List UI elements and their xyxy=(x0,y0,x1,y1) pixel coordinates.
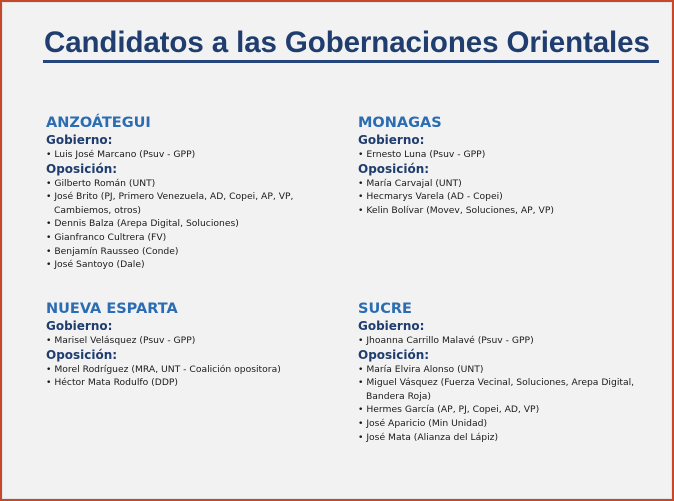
candidate-item: • Benjamín Rausseo (Conde) xyxy=(46,245,314,259)
region-anzoategui xyxy=(46,115,314,272)
slide xyxy=(2,2,672,499)
candidate-item: • Marisel Velásquez (Psuv - GPP) xyxy=(46,334,314,348)
candidate-item: • José Brito (PJ, Primero Venezuela, AD, Copei, AP, VP, Cambiemos, otros) xyxy=(46,190,314,217)
candidate-item: • Héctor Mata Rodulfo (DDP) xyxy=(46,376,314,390)
candidate-item: • Dennis Balza (Arepa Digital, Soluciones) xyxy=(46,217,314,231)
gobierno-label: Gobierno: xyxy=(46,133,113,147)
gobierno-label: Gobierno: xyxy=(358,133,425,147)
candidate-item: • Miguel Vásquez (Fuerza Vecinal, Soluciones, Arepa Digital, Bandera Roja) xyxy=(358,376,658,403)
candidate-item: • José Santoyo (Dale) xyxy=(46,258,314,272)
region-name: SUCRE xyxy=(358,301,412,317)
gobierno-label: Gobierno: xyxy=(358,319,425,333)
slide-title: Candidatos a las Gobernaciones Orientales xyxy=(44,26,650,59)
candidate-item: • Hermes García (AP, PJ, Copei, AD, VP) xyxy=(358,403,658,417)
candidate-item: • María Carvajal (UNT) xyxy=(358,177,648,191)
oposicion-label: Oposición: xyxy=(358,161,430,176)
region-name: MONAGAS xyxy=(358,115,442,131)
gobierno-label: Gobierno: xyxy=(46,319,113,333)
oposicion-label: Oposición: xyxy=(358,347,430,362)
candidate-item: • Gilberto Román (UNT) xyxy=(46,177,314,191)
region-monagas xyxy=(358,115,648,217)
candidate-item: • Kelin Bolívar (Movev, Soluciones, AP, VP) xyxy=(358,204,648,218)
region-name: ANZOÁTEGUI xyxy=(46,115,151,131)
oposicion-label: Oposición: xyxy=(46,161,118,176)
candidate-item: • Gianfranco Cultrera (FV) xyxy=(46,231,314,245)
candidate-item: • Luis José Marcano (Psuv - GPP) xyxy=(46,148,314,162)
candidate-item: • Hecmarys Varela (AD - Copei) xyxy=(358,190,648,204)
candidate-item: • José Mata (Alianza del Lápiz) xyxy=(358,431,658,445)
title-underline xyxy=(43,60,659,63)
candidate-item: • Ernesto Luna (Psuv - GPP) xyxy=(358,148,648,162)
region-name: NUEVA ESPARTA xyxy=(46,301,178,317)
candidate-item: • María Elvira Alonso (UNT) xyxy=(358,363,658,377)
candidate-item: • José Aparicio (Min Unidad) xyxy=(358,417,658,431)
oposicion-label: Oposición: xyxy=(46,347,118,362)
candidate-item: • Jhoanna Carrillo Malavé (Psuv - GPP) xyxy=(358,334,658,348)
candidate-item: • Morel Rodríguez (MRA, UNT - Coalición opositora) xyxy=(46,363,314,377)
region-nueva-esparta xyxy=(46,301,314,390)
region-sucre xyxy=(358,301,658,444)
